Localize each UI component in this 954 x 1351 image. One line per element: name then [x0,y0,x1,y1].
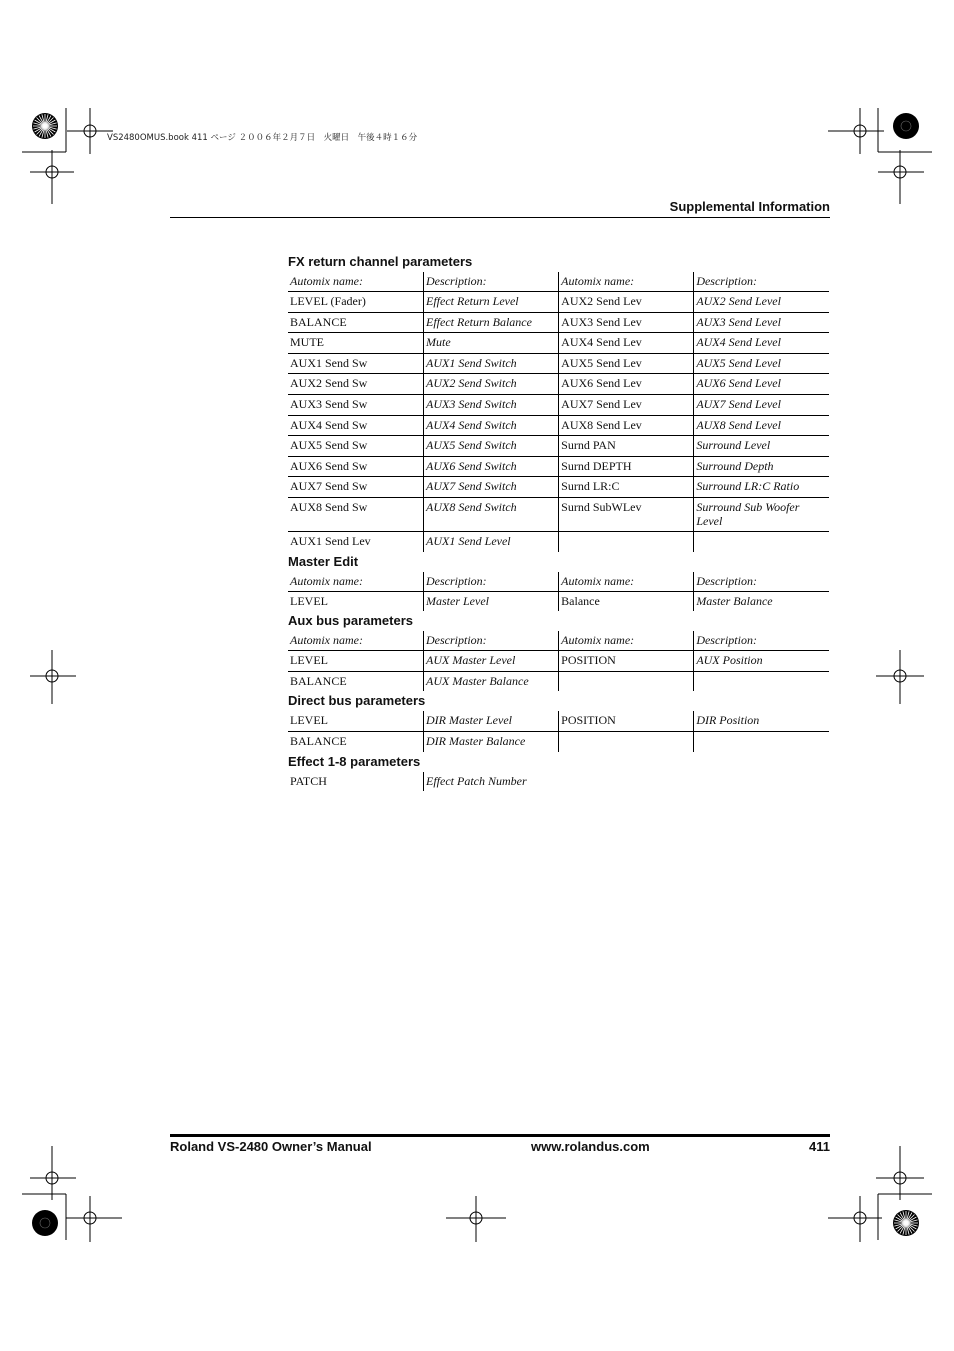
target-icon [30,150,74,204]
registration-disk-icon [893,113,919,139]
starburst-ray [45,126,57,129]
parameter-table [288,272,829,552]
starburst-ray [45,126,53,134]
table-cell: Surnd PAN [559,436,694,457]
table-cell: BALANCE [290,733,347,748]
section-title: Master Edit [288,553,359,569]
table-cell: AUX3 Send Lev [559,312,694,333]
starburst-ray [894,1223,906,1226]
table-cell: AUX5 Send Sw [288,436,424,457]
starburst-ray [906,1223,916,1229]
table-cell: AUX1 Send Sw [288,353,424,374]
table-cell: AUX2 Send Level [694,292,829,313]
table-cell [559,772,694,792]
table-cell: Surround LR:C Ratio [694,477,829,498]
parameter-tables [288,252,829,791]
table-row [288,292,829,313]
starburst-ray [898,1223,906,1231]
table-cell: AUX4 Send Sw [288,415,424,436]
parameter-table [288,772,829,792]
starburst-ray [45,123,57,126]
table-cell: AUX5 Send Lev [559,353,694,374]
section-title: Direct bus parameters [288,693,426,709]
starburst-ray [894,1220,906,1223]
table-cell: AUX6 Send Level [694,374,829,395]
table-cell: POSITION [559,711,694,731]
table-cell: LEVEL [290,593,328,608]
table-cell: BALANCE [290,673,347,688]
table-cell: Surround Level [694,436,829,457]
table-header-row [288,272,829,292]
starburst-ray [896,1217,906,1223]
starburst-ray [903,1211,906,1223]
table-cell: Surnd DEPTH [559,456,694,477]
starburst-ray [906,1223,914,1231]
table-row [288,671,829,691]
starburst-ray [898,1215,906,1223]
table-cell: AUX6 Send Switch [424,456,559,477]
table-cell: AUX2 Send Switch [424,374,559,395]
table-cell: AUX7 Send Sw [288,477,424,498]
table-cell: AUX8 Send Switch [424,497,559,531]
starburst-ray [900,1223,906,1233]
table-row [288,651,829,672]
table-row [288,772,829,792]
parameter-table [288,631,829,691]
starburst-ray [45,126,51,136]
table-cell: Effect Return Balance [424,312,559,333]
page-number: 411 [809,1139,830,1154]
column-header: Description: [424,631,559,651]
starburst-ray [900,1213,906,1223]
table-cell: Surround Depth [694,456,829,477]
table-row [288,436,829,457]
table-cell: Surround Sub Woofer Level [694,497,829,531]
table-cell: AUX3 Send Level [694,312,829,333]
table-header-row [288,572,829,592]
table-cell: POSITION [559,651,694,672]
table-cell: Master Level [424,591,559,611]
table-cell [694,731,829,751]
table-row [288,497,829,531]
column-header: Description: [694,272,829,292]
footer-manual-title: Roland VS-2480 Owner’s Manual [170,1139,372,1154]
column-header: Description: [694,572,829,592]
column-header: Automix name: [559,572,694,592]
table-cell: BALANCE [288,312,424,333]
target-icon [30,650,76,704]
column-header: Description: [424,272,559,292]
table-cell: AUX2 Send Sw [288,374,424,395]
column-header: Automix name: [559,272,694,292]
column-header: Description: [424,572,559,592]
table-row [288,353,829,374]
column-header: Automix name: [559,631,694,651]
starburst-icon [893,1210,919,1236]
table-cell: DIR Position [694,711,829,731]
column-header: Automix name: [288,572,424,592]
table-cell: PATCH [290,773,327,788]
parameter-table [288,572,829,612]
table-cell: AUX4 Send Level [694,333,829,354]
target-icon [828,108,884,154]
table-cell: AUX4 Send Switch [424,415,559,436]
footer-rule [170,1134,830,1137]
table-cell [694,531,829,551]
target-icon [66,1196,122,1242]
table-row [288,333,829,354]
starburst-ray [906,1223,912,1233]
footer-url: www.rolandus.com [531,1139,650,1154]
table-cell: AUX Position [694,651,829,672]
table-row [288,477,829,498]
table-cell: AUX8 Send Level [694,415,829,436]
table-cell: AUX3 Send Switch [424,394,559,415]
starburst-ray [42,126,45,138]
starburst-ray [45,126,48,138]
section-title: FX return channel parameters [288,254,473,269]
table-row [288,531,829,551]
table-cell: AUX6 Send Sw [288,456,424,477]
starburst-ray [906,1217,916,1223]
table-cell [694,671,829,691]
column-header: Description: [694,631,829,651]
starburst-ray [45,114,48,126]
table-cell: AUX5 Send Switch [424,436,559,457]
table-cell: Surnd SubWLev [559,497,694,531]
starburst-ray [906,1215,914,1223]
table-cell: AUX2 Send Lev [559,292,694,313]
table-cell [559,731,694,751]
starburst-ray [906,1223,909,1235]
table-row [288,591,829,611]
target-icon [876,650,924,704]
target-icon [876,1146,924,1200]
starburst-ray [39,116,45,126]
table-row [288,394,829,415]
section-title: Aux bus parameters [288,613,413,629]
table-cell: AUX5 Send Level [694,353,829,374]
table-cell: Effect Patch Number [424,772,559,792]
starburst-ray [45,116,51,126]
starburst-ray [45,126,55,132]
table-cell: AUX3 Send Sw [288,394,424,415]
table-cell: AUX Master Level [424,651,559,672]
starburst-ray [45,120,55,126]
starburst-ray [39,126,45,136]
starburst-ray [37,118,45,126]
table-cell [559,671,694,691]
registration-disk-icon [32,1210,58,1236]
table-row [288,711,829,731]
starburst-ray [35,120,45,126]
table-cell [559,531,694,551]
table-header-row [288,631,829,651]
table-cell: Effect Return Level [424,292,559,313]
table-cell: Mute [424,333,559,354]
table-cell: AUX8 Send Lev [559,415,694,436]
starburst-ray [906,1223,918,1226]
table-cell: LEVEL [288,651,424,672]
starburst-ray [45,118,53,126]
header-rule [170,217,830,218]
table-cell: Surnd LR:C [559,477,694,498]
starburst-ray [37,126,45,134]
target-icon [878,150,924,204]
table-cell: LEVEL [288,711,424,731]
table-cell: AUX7 Send Level [694,394,829,415]
table-cell: AUX1 Send Switch [424,353,559,374]
table-cell: DIR Master Balance [424,731,559,751]
target-icon [30,1146,76,1200]
table-cell: AUX8 Send Sw [288,497,424,531]
table-cell [694,772,829,792]
column-header: Automix name: [288,631,424,651]
starburst-ray [906,1220,918,1223]
running-header: Supplemental Information [669,199,830,214]
table-row [288,374,829,395]
starburst-icon [32,113,58,139]
print-slug: VS2480OMUS.book 411 ページ ２００６年２月７日 火曜日 午後４時１６分 [107,133,418,143]
table-cell: AUX1 Send Lev [290,533,371,548]
target-icon [828,1196,882,1242]
table-cell: AUX6 Send Lev [559,374,694,395]
column-header: Automix name: [288,272,424,292]
table-cell: AUX Master Balance [424,671,559,691]
target-icon [446,1196,506,1242]
table-cell: Master Balance [694,591,829,611]
table-row [288,312,829,333]
starburst-ray [33,126,45,129]
starburst-ray [35,126,45,132]
starburst-ray [896,1223,906,1229]
table-cell: AUX7 Send Lev [559,394,694,415]
table-cell: DIR Master Level [424,711,559,731]
table-cell: AUX4 Send Lev [559,333,694,354]
starburst-ray [906,1211,909,1223]
section-title: Effect 1-8 parameters [288,753,421,769]
table-row [288,415,829,436]
starburst-ray [906,1213,912,1223]
table-row [288,731,829,751]
table-cell: MUTE [288,333,424,354]
starburst-ray [42,114,45,126]
parameter-table [288,711,829,751]
table-cell: LEVEL (Fader) [288,292,424,313]
table-cell: AUX1 Send Level [424,531,559,551]
table-cell: AUX7 Send Switch [424,477,559,498]
table-row [288,456,829,477]
table-cell: Balance [559,591,694,611]
starburst-ray [33,123,45,126]
starburst-ray [903,1223,906,1235]
